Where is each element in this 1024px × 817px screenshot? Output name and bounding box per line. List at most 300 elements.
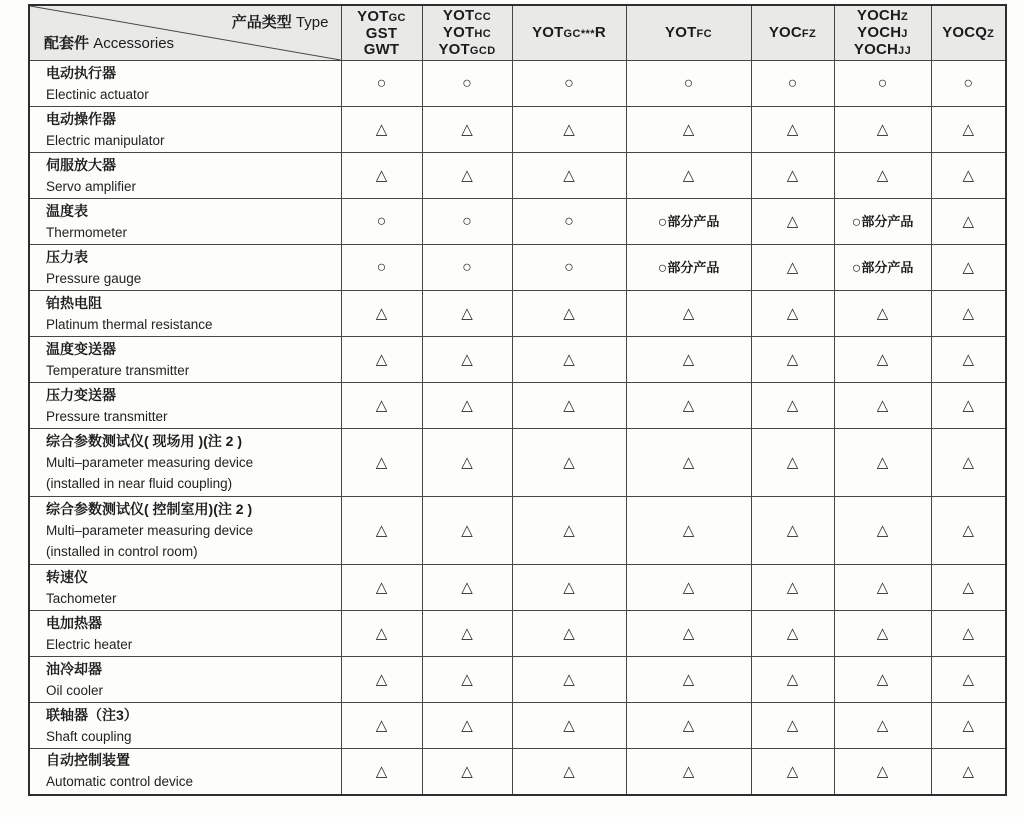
accessory-cell <box>29 565 341 611</box>
triangle-symbol: △ <box>786 351 799 368</box>
accessory-name-zh: 温度变送器 <box>46 340 116 357</box>
triangle-symbol: △ <box>876 167 889 184</box>
compat-cell-optional <box>626 291 751 337</box>
compat-cell-partial <box>626 199 751 245</box>
compat-cell-optional <box>512 153 626 199</box>
compat-cell-optional <box>751 497 834 565</box>
product-code-segment: YOCQ <box>942 23 988 41</box>
product-code-segment: YOC <box>768 23 802 41</box>
triangle-symbol: △ <box>563 351 575 368</box>
compat-cell-optional <box>512 291 626 337</box>
triangle-symbol: △ <box>962 121 975 138</box>
compat-cell-optional <box>512 429 626 497</box>
compat-cell-optional <box>834 337 931 383</box>
product-code-line <box>835 25 931 42</box>
table-row <box>29 383 1006 429</box>
compat-cell-optional <box>834 611 931 657</box>
triangle-symbol: △ <box>876 717 889 734</box>
compat-cell-optional <box>834 153 931 199</box>
compat-cell-optional <box>626 337 751 383</box>
product-code-line <box>423 25 512 42</box>
triangle-symbol: △ <box>962 625 975 642</box>
triangle-symbol: △ <box>876 351 889 368</box>
partial-products-label: 部分产品 <box>667 260 720 275</box>
compat-cell-optional <box>751 199 834 245</box>
accessories-label-en: Accessories <box>93 35 175 52</box>
accessory-cell <box>29 245 341 291</box>
table-body <box>29 61 1006 795</box>
circle-symbol: ○ <box>683 74 694 92</box>
triangle-symbol: △ <box>682 522 695 539</box>
compat-cell-optional <box>931 107 1006 153</box>
compat-cell-optional <box>341 749 422 795</box>
product-code-segment: J <box>901 27 908 40</box>
compat-cell-optional <box>422 703 512 749</box>
compat-cell-optional <box>931 749 1006 795</box>
compat-cell-optional <box>341 153 422 199</box>
triangle-symbol: △ <box>962 397 975 414</box>
compat-cell-optional <box>341 337 422 383</box>
column-header-yotcc-yothc-yotgcd <box>422 5 512 61</box>
compat-cell-optional <box>422 383 512 429</box>
compat-cell-optional <box>751 703 834 749</box>
triangle-symbol: △ <box>786 762 799 780</box>
type-label-zh: 产品类型 <box>231 14 292 31</box>
accessory-name-zh: 铂热电阻 <box>46 294 102 311</box>
compat-cell-optional <box>422 337 512 383</box>
product-code-segment: FZ <box>801 27 817 40</box>
table-row <box>29 429 1006 497</box>
triangle-symbol: △ <box>876 762 889 780</box>
product-code-segment: GCD <box>469 44 496 57</box>
compat-cell-standard <box>834 61 931 107</box>
accessory-name-zh: 电动执行器 <box>46 64 116 81</box>
compat-cell-partial <box>834 199 931 245</box>
table-row <box>29 153 1006 199</box>
table-row <box>29 61 1006 107</box>
triangle-symbol: △ <box>461 522 473 539</box>
product-code-segment: YOT <box>438 40 470 58</box>
triangle-symbol: △ <box>461 671 473 688</box>
triangle-symbol: △ <box>786 305 799 322</box>
triangle-symbol: △ <box>876 397 889 414</box>
accessory-name-zh: 压力变送器 <box>46 386 116 403</box>
compat-cell-optional <box>834 565 931 611</box>
partial-products-label: 部分产品 <box>861 214 914 229</box>
product-code-segment: R <box>594 23 606 41</box>
circle-symbol: ○ <box>851 214 862 231</box>
product-code-line <box>752 25 834 42</box>
accessory-cell <box>29 703 341 749</box>
product-code-segment: *** <box>580 27 595 40</box>
triangle-symbol: △ <box>876 121 889 138</box>
accessory-cell <box>29 429 341 497</box>
compat-cell-optional <box>834 107 931 153</box>
compat-cell-optional <box>834 291 931 337</box>
circle-symbol: ○ <box>376 212 387 230</box>
triangle-symbol: △ <box>876 522 889 539</box>
accessory-cell <box>29 153 341 199</box>
product-code-segment: YOCH <box>856 6 901 24</box>
triangle-symbol: △ <box>682 167 695 184</box>
triangle-symbol: △ <box>375 351 388 368</box>
triangle-symbol: △ <box>786 213 799 230</box>
triangle-symbol: △ <box>682 671 695 688</box>
compat-cell-optional <box>751 611 834 657</box>
triangle-symbol: △ <box>876 454 889 471</box>
triangle-symbol: △ <box>876 625 889 642</box>
compat-cell-optional <box>931 497 1006 565</box>
triangle-symbol: △ <box>375 762 388 780</box>
accessory-name-en: Oil cooler <box>46 682 104 698</box>
product-code-segment: YOT <box>665 23 697 41</box>
triangle-symbol: △ <box>461 351 473 368</box>
compat-cell-standard <box>341 199 422 245</box>
triangle-symbol: △ <box>682 305 695 322</box>
compat-cell-optional <box>751 245 834 291</box>
triangle-symbol: △ <box>682 121 695 138</box>
compat-cell-optional <box>834 749 931 795</box>
triangle-symbol: △ <box>786 671 799 688</box>
triangle-symbol: △ <box>461 762 473 780</box>
compat-cell-standard <box>512 199 626 245</box>
product-code-segment: JJ <box>898 44 912 57</box>
compat-cell-standard <box>751 61 834 107</box>
compat-cell-optional <box>931 153 1006 199</box>
compat-cell-optional <box>341 429 422 497</box>
accessory-name-zh: 联轴器（注3） <box>46 706 138 723</box>
column-header-yotgc-gst-gwt <box>341 5 422 61</box>
triangle-symbol: △ <box>786 579 799 596</box>
triangle-symbol: △ <box>962 579 975 596</box>
table-row <box>29 565 1006 611</box>
accessory-name-zh: 转速仪 <box>46 568 88 585</box>
accessory-name-en: (installed in control room) <box>46 544 198 559</box>
triangle-symbol: △ <box>461 121 473 138</box>
compat-cell-optional <box>751 565 834 611</box>
compat-cell-optional <box>931 703 1006 749</box>
product-code-line <box>627 25 751 42</box>
compat-cell-optional <box>512 611 626 657</box>
circle-symbol: ○ <box>787 74 798 92</box>
table-row <box>29 245 1006 291</box>
partial-products-label: 部分产品 <box>667 214 720 229</box>
triangle-symbol: △ <box>786 259 799 276</box>
accessory-name-en: Shaft coupling <box>46 728 132 744</box>
triangle-symbol: △ <box>786 121 799 138</box>
product-code-line <box>342 42 422 58</box>
type-header-label <box>232 11 329 32</box>
accessories-label-zh: 配套件 <box>44 35 90 52</box>
compat-cell-optional <box>751 749 834 795</box>
triangle-symbol: △ <box>786 167 799 184</box>
compat-cell-standard <box>512 61 626 107</box>
compat-cell-optional <box>626 383 751 429</box>
circle-symbol: ○ <box>462 74 472 92</box>
table-row <box>29 199 1006 245</box>
product-code-line <box>423 42 512 59</box>
accessory-name-en: Automatic control device <box>46 774 194 790</box>
compat-cell-optional <box>931 337 1006 383</box>
accessory-cell <box>29 291 341 337</box>
triangle-symbol: △ <box>962 305 975 322</box>
accessory-name-en: Temperature transmitter <box>46 362 190 378</box>
compat-cell-partial <box>834 245 931 291</box>
compat-cell-optional <box>341 565 422 611</box>
compat-cell-standard <box>341 245 422 291</box>
triangle-symbol: △ <box>682 579 695 596</box>
accessory-name-en: Multi–parameter measuring device <box>46 455 254 470</box>
triangle-symbol: △ <box>962 671 975 688</box>
triangle-symbol: △ <box>962 259 975 276</box>
product-code-segment: Z <box>901 10 909 23</box>
compat-cell-optional <box>626 107 751 153</box>
circle-symbol: ○ <box>564 74 574 92</box>
product-code-segment: YOT <box>532 23 564 41</box>
accessory-name-en: Servo amplifier <box>46 178 137 194</box>
compat-cell-optional <box>931 565 1006 611</box>
product-code-segment: Z <box>987 27 995 40</box>
compat-cell-optional <box>626 703 751 749</box>
product-code-line <box>835 8 931 25</box>
accessory-name-en: Electinic actuator <box>46 86 149 102</box>
compat-cell-optional <box>512 703 626 749</box>
product-code-segment: YOCH <box>853 40 899 58</box>
accessory-cell <box>29 657 341 703</box>
triangle-symbol: △ <box>962 351 975 368</box>
compat-cell-optional <box>626 565 751 611</box>
compat-cell-optional <box>512 749 626 795</box>
product-code-line <box>342 9 422 26</box>
compat-cell-optional <box>341 107 422 153</box>
triangle-symbol: △ <box>375 625 388 642</box>
triangle-symbol: △ <box>786 397 799 414</box>
compat-cell-optional <box>931 429 1006 497</box>
column-header-yochz-yochj-yochjj <box>834 5 931 61</box>
triangle-symbol: △ <box>375 454 388 471</box>
accessory-name-en: Electric manipulator <box>46 132 165 148</box>
compat-cell-optional <box>341 657 422 703</box>
compat-cell-optional <box>626 429 751 497</box>
compat-cell-optional <box>751 657 834 703</box>
triangle-symbol: △ <box>461 579 473 596</box>
product-code-segment: YOT <box>442 23 475 41</box>
accessory-cell <box>29 61 341 107</box>
compat-cell-optional <box>751 153 834 199</box>
header-row <box>29 5 1006 61</box>
product-code-line <box>513 25 626 42</box>
compat-cell-optional <box>751 107 834 153</box>
accessory-name-zh: 压力表 <box>46 248 88 265</box>
triangle-symbol: △ <box>786 454 799 471</box>
compat-cell-optional <box>512 657 626 703</box>
table-row <box>29 497 1006 565</box>
triangle-symbol: △ <box>563 121 575 138</box>
compat-cell-optional <box>834 429 931 497</box>
accessory-name-en: Platinum thermal resistance <box>46 316 213 332</box>
accessory-name-zh: 电加热器 <box>46 614 102 631</box>
triangle-symbol: △ <box>563 579 575 596</box>
compat-cell-optional <box>931 383 1006 429</box>
corner-header-cell <box>29 5 341 61</box>
compat-cell-optional <box>834 657 931 703</box>
compat-cell-optional <box>512 383 626 429</box>
compat-cell-optional <box>341 291 422 337</box>
compat-cell-optional <box>931 657 1006 703</box>
triangle-symbol: △ <box>962 762 975 780</box>
table-row <box>29 337 1006 383</box>
compat-cell-standard <box>422 245 512 291</box>
accessory-cell <box>29 611 341 657</box>
compat-cell-optional <box>931 245 1006 291</box>
circle-symbol: ○ <box>564 212 574 230</box>
product-code-segment: GC <box>563 27 581 40</box>
triangle-symbol: △ <box>563 167 575 184</box>
triangle-symbol: △ <box>962 454 975 471</box>
compat-cell-optional <box>341 703 422 749</box>
triangle-symbol: △ <box>375 397 388 414</box>
table-row <box>29 749 1006 795</box>
triangle-symbol: △ <box>786 717 799 734</box>
triangle-symbol: △ <box>461 625 473 642</box>
product-code-segment: GWT <box>363 40 400 58</box>
accessory-name-en: Pressure transmitter <box>46 408 168 424</box>
compat-cell-optional <box>422 153 512 199</box>
column-header-yocqz <box>931 5 1006 61</box>
circle-symbol: ○ <box>963 74 974 92</box>
partial-products-label: 部分产品 <box>861 260 914 275</box>
circle-symbol: ○ <box>877 74 888 92</box>
circle-symbol: ○ <box>657 214 668 231</box>
accessory-name-en: Thermometer <box>46 224 128 240</box>
table-row <box>29 107 1006 153</box>
table-row <box>29 703 1006 749</box>
compat-cell-optional <box>422 291 512 337</box>
compat-cell-optional <box>422 565 512 611</box>
product-code-segment: FC <box>696 27 712 40</box>
triangle-symbol: △ <box>786 625 799 642</box>
column-header-yotgc-r <box>512 5 626 61</box>
product-code-segment: GST <box>365 24 398 42</box>
accessories-compatibility-table <box>28 4 1007 796</box>
accessory-cell <box>29 497 341 565</box>
compat-cell-optional <box>626 749 751 795</box>
compat-cell-optional <box>512 107 626 153</box>
compat-cell-standard <box>512 245 626 291</box>
compat-cell-optional <box>626 611 751 657</box>
product-code-line <box>342 26 422 42</box>
accessory-name-zh: 温度表 <box>46 202 88 219</box>
compat-cell-optional <box>422 429 512 497</box>
triangle-symbol: △ <box>682 454 695 471</box>
compat-cell-optional <box>422 497 512 565</box>
table-row <box>29 657 1006 703</box>
accessory-cell <box>29 199 341 245</box>
table-row <box>29 611 1006 657</box>
triangle-symbol: △ <box>962 717 975 734</box>
compat-cell-optional <box>931 611 1006 657</box>
triangle-symbol: △ <box>682 625 695 642</box>
compat-cell-standard <box>422 199 512 245</box>
accessory-name-en: Electric heater <box>46 636 133 652</box>
triangle-symbol: △ <box>563 625 575 642</box>
compat-cell-optional <box>512 497 626 565</box>
accessory-name-en: Multi–parameter measuring device <box>46 523 254 538</box>
triangle-symbol: △ <box>563 305 575 322</box>
triangle-symbol: △ <box>375 579 388 596</box>
triangle-symbol: △ <box>876 305 889 322</box>
accessory-cell <box>29 337 341 383</box>
compat-cell-optional <box>422 611 512 657</box>
triangle-symbol: △ <box>375 167 388 184</box>
triangle-symbol: △ <box>375 717 388 734</box>
compat-cell-partial <box>626 245 751 291</box>
product-code-segment: YOCH <box>857 23 902 41</box>
accessories-header-label <box>44 32 174 53</box>
triangle-symbol: △ <box>563 454 575 471</box>
accessory-name-zh: 自动控制装置 <box>46 752 130 769</box>
product-code-line <box>423 8 512 25</box>
product-code-segment: HC <box>474 27 492 40</box>
accessory-cell <box>29 107 341 153</box>
compat-cell-optional <box>422 749 512 795</box>
compat-cell-optional <box>751 383 834 429</box>
product-code-segment: YOT <box>357 7 389 25</box>
triangle-symbol: △ <box>461 717 473 734</box>
product-code-segment: YOT <box>442 6 475 24</box>
accessory-cell <box>29 383 341 429</box>
compat-cell-optional <box>341 497 422 565</box>
compat-cell-optional <box>751 337 834 383</box>
compat-cell-standard <box>341 61 422 107</box>
compat-cell-optional <box>931 291 1006 337</box>
compat-cell-optional <box>751 429 834 497</box>
compat-cell-optional <box>834 497 931 565</box>
compat-cell-standard <box>422 61 512 107</box>
product-code-line <box>932 25 1006 42</box>
triangle-symbol: △ <box>876 579 889 596</box>
circle-symbol: ○ <box>462 212 472 230</box>
compat-cell-optional <box>751 291 834 337</box>
triangle-symbol: △ <box>375 305 388 322</box>
circle-symbol: ○ <box>657 260 668 277</box>
circle-symbol: ○ <box>564 258 574 276</box>
triangle-symbol: △ <box>461 454 473 471</box>
compat-cell-optional <box>626 497 751 565</box>
circle-symbol: ○ <box>376 74 387 92</box>
accessory-name-en: (installed in near fluid coupling) <box>46 476 233 491</box>
triangle-symbol: △ <box>375 121 388 138</box>
compat-cell-optional <box>422 657 512 703</box>
triangle-symbol: △ <box>682 762 695 780</box>
triangle-symbol: △ <box>461 167 473 184</box>
accessory-name-zh: 伺服放大器 <box>46 156 116 173</box>
compat-cell-optional <box>626 657 751 703</box>
compat-cell-optional <box>512 337 626 383</box>
circle-symbol: ○ <box>851 260 862 277</box>
compat-cell-standard <box>931 61 1006 107</box>
accessory-name-zh: 综合参数测试仪( 控制室用)(注 2 ) <box>46 501 253 517</box>
triangle-symbol: △ <box>563 762 575 780</box>
type-label-en: Type <box>295 14 329 31</box>
triangle-symbol: △ <box>962 522 975 539</box>
compat-cell-optional <box>341 611 422 657</box>
accessory-name-en: Pressure gauge <box>46 270 142 286</box>
compat-cell-optional <box>626 153 751 199</box>
triangle-symbol: △ <box>461 305 473 322</box>
table-row <box>29 291 1006 337</box>
column-header-yocfz <box>751 5 834 61</box>
